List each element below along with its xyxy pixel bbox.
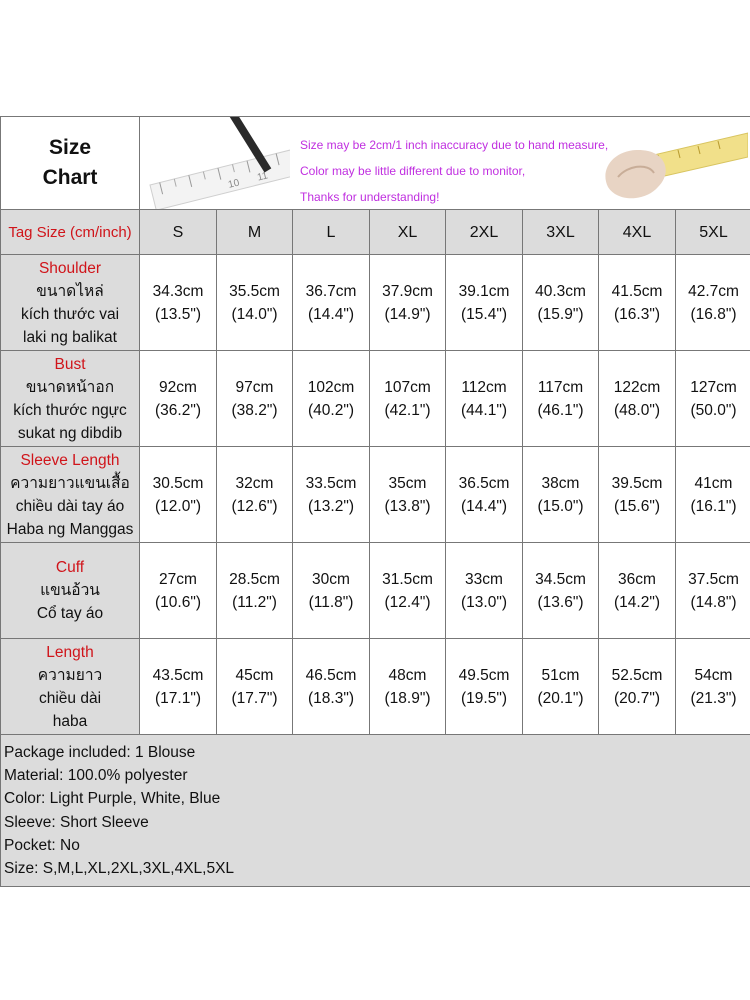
row-label-translation: แขนอ้วน [40,582,100,599]
value-inch: (15.9") [537,305,584,323]
table-row-bust [1,351,750,447]
measurement-cell [599,543,676,639]
value-cm: 97cm [235,378,274,396]
size-header-5xl: 5XL [676,210,750,255]
value-cm: 34.3cm [152,282,204,300]
value-inch: (12.4") [384,593,431,611]
value-inch: (16.3") [614,305,660,323]
info-color: Color: Light Purple, White, Blue [4,790,221,808]
title-line-1: Size [48,136,92,159]
row-label-translation: chiều dài tay áo [15,497,125,515]
measurement-cell [293,351,370,447]
value-inch: (50.0") [690,401,737,419]
measurement-cell [599,447,676,543]
value-cm: 33.5cm [305,474,357,492]
measurement-cell [676,351,750,447]
measurement-cell [370,639,446,735]
value-cm: 37.5cm [688,570,739,588]
row-label-translation: kích thước vai [20,305,120,323]
value-inch: (14.0") [231,305,278,323]
value-cm: 49.5cm [458,666,510,684]
value-cm: 30.5cm [152,474,204,492]
size-header-m: M [217,210,293,255]
value-inch: (42.1") [384,401,431,419]
value-cm: 42.7cm [688,282,739,300]
value-cm: 27cm [159,570,197,588]
row-label-translation: chiều dài [38,689,102,707]
value-inch: (15.4") [461,305,507,323]
row-label [1,351,140,447]
value-cm: 41cm [694,474,733,492]
row-label-translation: ขนาดไหล่ [36,282,104,300]
measurement-cell [599,639,676,735]
value-inch: (15.0") [537,497,584,515]
measurement-cell [599,351,676,447]
value-cm: 38cm [541,474,580,492]
note-color: Color may be little different due to monitor, [300,164,526,178]
value-cm: 107cm [384,378,431,396]
value-cm: 36.7cm [305,282,357,300]
value-inch: (12.0") [155,497,201,515]
value-cm: 34.5cm [535,570,586,588]
row-label-translation: laki ng balikat [23,328,117,346]
note-measure: Size may be 2cm/1 inch inaccuracy due to hand measure, [300,138,609,152]
value-cm: 117cm [537,378,584,396]
measurement-cell [446,447,523,543]
measurement-cell [293,447,370,543]
info-material: Material: 100.0% polyester [4,767,188,785]
measurement-cell [599,255,676,351]
row-label-english: Shoulder [38,259,102,277]
value-inch: (18.3") [308,689,354,707]
value-cm: 35cm [388,474,427,492]
value-inch: (15.6") [614,497,660,515]
row-label-english: Length [46,643,94,661]
value-cm: 102cm [307,378,355,396]
row-label [1,255,140,351]
value-inch: (16.8") [690,305,737,323]
ruler-pencil-icon [140,117,290,209]
value-inch: (13.5") [155,305,201,323]
measurement-cell [293,255,370,351]
value-inch: (20.1") [537,689,584,707]
measurement-cell [523,351,599,447]
hand-tape-measure-icon [588,117,748,209]
info-sizes: Size: S,M,L,XL,2XL,3XL,4XL,5XL [4,860,235,878]
value-inch: (48.0") [614,401,660,419]
size-chart-table [0,116,750,887]
size-chart-title [1,117,140,210]
value-inch: (40.2") [308,401,354,419]
measurement-cell [293,543,370,639]
value-cm: 36.5cm [458,474,510,492]
size-header-s: S [140,210,217,255]
measurement-cell [446,351,523,447]
measurement-cell [370,255,446,351]
row-label-translation: Cổ tay áo [36,605,104,622]
table-row-cuff [1,543,750,639]
value-inch: (21.3") [690,689,737,707]
value-inch: (17.1") [155,689,201,707]
value-inch: (18.9") [384,689,431,707]
value-cm: 45cm [235,666,274,684]
value-inch: (13.0") [461,593,507,611]
value-cm: 43.5cm [152,666,204,684]
size-header-2xl: 2XL [446,210,523,255]
measurement-cell [523,543,599,639]
value-cm: 31.5cm [382,570,433,588]
measurement-cell [446,543,523,639]
measurement-cell [370,351,446,447]
measurement-cell [676,255,750,351]
value-inch: (38.2") [231,401,278,419]
measurement-cell [676,447,750,543]
measurement-cell [523,639,599,735]
measurement-cell [370,447,446,543]
measurement-cell [676,639,750,735]
measurement-cell [217,255,293,351]
table-row-sleeve-length [1,447,750,543]
row-label [1,639,140,735]
measurement-cell [446,255,523,351]
row-label-translation: ความยาวแขนเสื้อ [10,474,130,492]
value-inch: (14.8") [690,593,737,611]
measurement-cell [217,447,293,543]
row-label-translation: kích thước ngực [13,401,127,419]
value-inch: (14.4") [461,497,507,515]
value-inch: (11.8") [308,593,354,611]
measurement-cell [140,255,217,351]
measurement-cell [446,639,523,735]
value-cm: 51cm [541,666,580,684]
value-inch: (11.2") [232,593,277,611]
value-cm: 36cm [618,570,656,588]
size-header-4xl: 4XL [599,210,676,255]
measurement-cell [523,447,599,543]
table-row-length [1,639,750,735]
value-inch: (20.7") [614,689,660,707]
note-thanks: Thanks for understanding! [300,190,440,204]
value-cm: 92cm [159,378,197,396]
value-inch: (14.9") [384,305,431,323]
value-cm: 122cm [613,378,661,396]
value-cm: 41.5cm [611,282,663,300]
size-header-l: L [293,210,370,255]
row-label-translation: sukat ng dibdib [17,424,123,442]
value-cm: 112cm [461,378,507,396]
row-label [1,543,140,639]
measurement-cell [140,447,217,543]
value-cm: 52.5cm [611,666,663,684]
row-label-translation: ขนาดหน้าอก [25,378,115,396]
ruler-mark-10: 10 [227,177,241,191]
value-cm: 28.5cm [229,570,280,588]
size-header-xl: XL [370,210,446,255]
ruler-mark-11: 11 [256,170,269,184]
row-label-translation: Haba ng Manggas [6,520,134,538]
value-cm: 35.5cm [229,282,280,300]
notice-banner [140,117,750,210]
info-package: Package included: 1 Blouse [4,744,196,761]
title-line-2: Chart [42,166,98,189]
measurement-cell [217,351,293,447]
value-cm: 37.9cm [382,282,433,300]
value-inch: (12.6") [231,497,278,515]
value-cm: 48cm [388,666,427,684]
value-cm: 33cm [465,570,503,588]
row-label-translation: ความยาว [37,666,103,684]
measurement-cell [140,639,217,735]
value-cm: 30cm [312,570,350,588]
table-row-shoulder [1,255,750,351]
measurement-cell [370,543,446,639]
value-inch: (16.1") [690,497,737,515]
tag-size-label: Tag Size (cm/inch) [1,210,140,255]
size-header-3xl: 3XL [523,210,599,255]
value-cm: 39.5cm [611,474,663,492]
measurement-cell [140,543,217,639]
row-label-english: Bust [54,355,86,373]
value-inch: (13.2") [308,497,354,515]
value-cm: 46.5cm [305,666,357,684]
row-label-translation: haba [52,712,88,730]
row-label-english: Cuff [55,559,85,576]
row-label-english: Sleeve Length [20,451,120,469]
value-cm: 54cm [694,666,733,684]
measurement-cell [217,639,293,735]
measurement-cell [140,351,217,447]
value-cm: 127cm [690,378,737,396]
value-inch: (36.2") [155,401,201,419]
measurement-cell [523,255,599,351]
value-inch: (10.6") [155,593,201,611]
value-inch: (13.6") [537,593,584,611]
value-inch: (14.2") [614,593,660,611]
value-inch: (44.1") [461,401,507,419]
value-inch: (19.5") [461,689,507,707]
value-inch: (13.8") [384,497,431,515]
value-cm: 32cm [235,474,274,492]
info-sleeve: Sleeve: Short Sleeve [4,813,149,831]
measurement-cell [676,543,750,639]
value-cm: 39.1cm [458,282,510,300]
value-cm: 40.3cm [535,282,586,300]
value-inch: (14.4") [308,305,354,323]
info-pocket: Pocket: No [4,836,80,854]
value-inch: (46.1") [537,401,584,419]
product-info [1,735,750,887]
measurement-cell [293,639,370,735]
row-label [1,447,140,543]
measurement-cell [217,543,293,639]
value-inch: (17.7") [231,689,278,707]
size-chart [0,116,749,887]
